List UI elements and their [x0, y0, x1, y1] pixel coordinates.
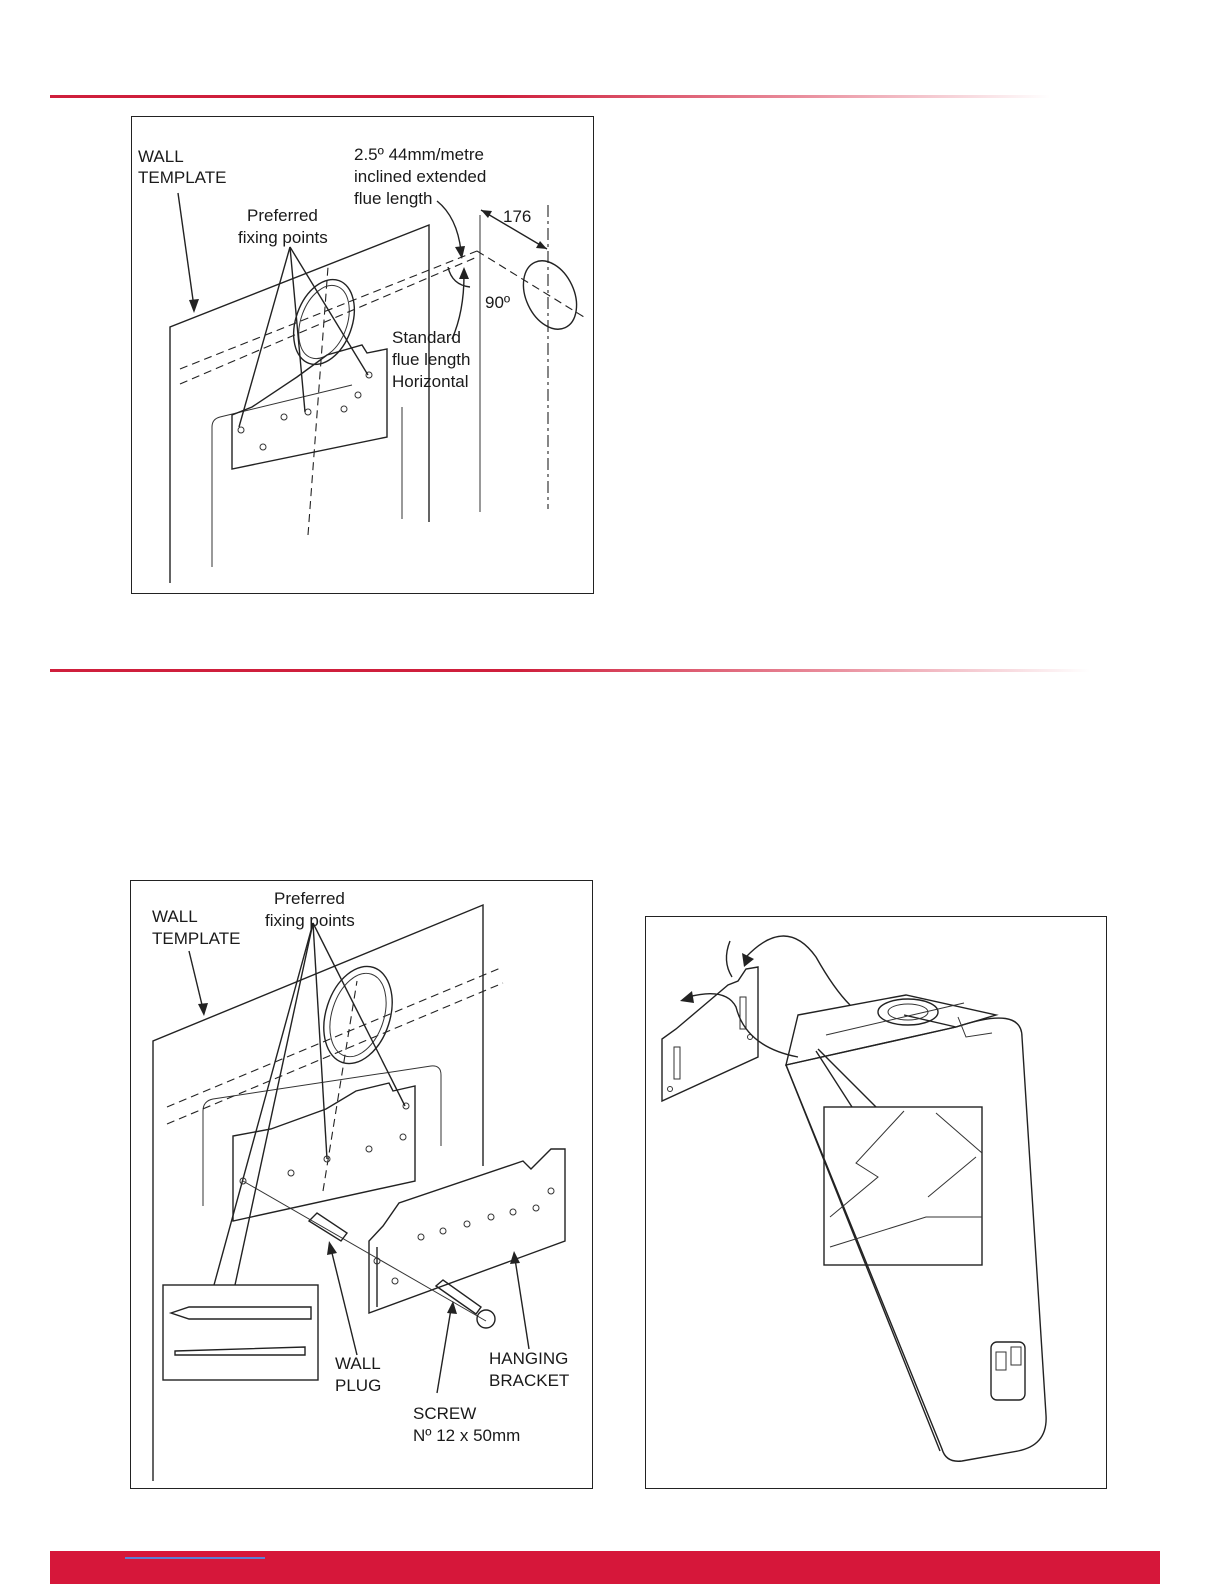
footer-link-underline[interactable] [125, 1557, 265, 1559]
wall-plug [309, 1213, 347, 1241]
hanging-bracket [369, 1149, 565, 1313]
inclined-label-line2: inclined extended [354, 167, 487, 186]
boiler-outline-left [212, 385, 352, 567]
terminal-circle [513, 252, 587, 338]
figure-boiler-hanging [645, 916, 1107, 1489]
wall-template-label-line2: TEMPLATE [138, 168, 227, 187]
preferred-label-line2: fixing points [238, 228, 328, 247]
motion-arc-small [726, 941, 732, 977]
boiler-casing [786, 1018, 1046, 1461]
standard-label-line3: Horizontal [392, 372, 469, 391]
screw [436, 1280, 481, 1314]
wall-plug-label-line2: PLUG [335, 1376, 382, 1395]
preferred-label-line1: Preferred [247, 206, 318, 225]
control-panel [991, 1342, 1025, 1400]
wall-template-leader [178, 193, 194, 307]
section-divider-middle [50, 669, 1090, 672]
flue-alignment-drawing [132, 117, 595, 595]
wall-template-label-line1: WALL [152, 907, 198, 926]
screw-label-line2: Nº 12 x 50mm [413, 1426, 521, 1445]
angle-label: 90º [485, 293, 511, 312]
wall-bracket [662, 967, 758, 1101]
figure-bracket-fixing [130, 880, 593, 1489]
preferred-label-line2: fixing points [265, 911, 355, 930]
wall-plug-label-line1: WALL [335, 1354, 381, 1373]
hanging-bracket-label-line2: BRACKET [489, 1371, 570, 1390]
boiler-front-edge [786, 1065, 940, 1451]
drill-bit-icon [175, 1347, 305, 1355]
pencil-drill-inset [163, 1285, 318, 1380]
fixing-leader-middle [290, 247, 305, 412]
inclined-leader [437, 201, 461, 251]
inclined-label-line3: flue length [354, 189, 433, 208]
figure-flue-alignment [131, 116, 594, 594]
screw-label-line1: SCREW [413, 1404, 477, 1423]
wall-template-outline [170, 225, 429, 583]
fixing-leader-right [290, 247, 368, 375]
page-footer-bar [50, 1551, 1160, 1584]
motion-arrow-right [746, 936, 850, 1005]
pencil-icon [171, 1307, 311, 1319]
preferred-label-line1: Preferred [274, 889, 345, 908]
section-divider-top [50, 95, 1050, 98]
fixing-leader-left [239, 247, 290, 427]
standard-label-line2: flue length [392, 350, 471, 369]
wall-template-label-line1: WALL [138, 147, 184, 166]
wall-template-label-line2: TEMPLATE [152, 929, 241, 948]
motion-arrow-left [688, 994, 798, 1057]
centre-line [308, 267, 328, 535]
dimension-label: 176 [503, 207, 532, 226]
inclined-label-line1: 2.5º 44mm/metre [354, 145, 484, 164]
standard-label-line1: Standard [392, 328, 461, 347]
bracket-fixing-drawing [131, 881, 594, 1490]
boiler-hanging-drawing [646, 917, 1108, 1490]
hanging-bracket-label-line1: HANGING [489, 1349, 569, 1368]
